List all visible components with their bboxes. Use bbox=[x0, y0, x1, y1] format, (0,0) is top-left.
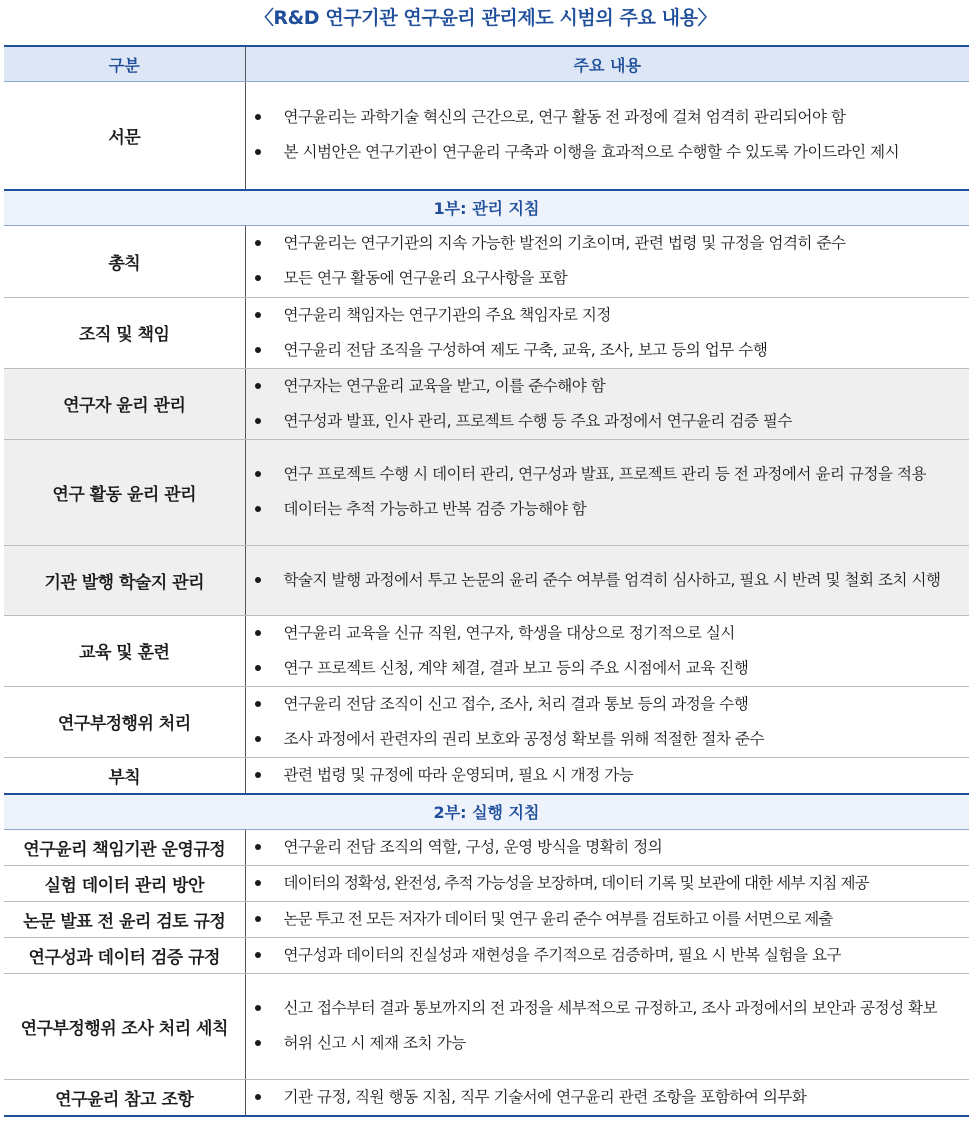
list-item: 연구윤리 전담 조직을 구성하여 제도 구축, 교육, 조사, 보고 등의 업무 수행 bbox=[246, 333, 964, 368]
row-content bbox=[245, 973, 969, 1079]
row-content bbox=[245, 829, 969, 865]
table-header bbox=[4, 46, 969, 82]
list-item: 신고 접수부터 결과 통보까지의 전 과정을 세부적으로 규정하고, 조사 과정에서의 보안과 공정성 확보 bbox=[246, 991, 964, 1026]
list-item: 기관 규정, 직원 행동 지침, 직무 기술서에 연구윤리 관련 조항을 포함하여 의무화 bbox=[246, 1080, 964, 1115]
list-item: 연구윤리는 과학기술 혁신의 근간으로, 연구 활동 전 과정에 걸쳐 엄격히 관리되어야 함 bbox=[246, 100, 964, 135]
table-row bbox=[4, 545, 969, 615]
list-item: 연구윤리 전담 조직의 역할, 구성, 운영 방식을 명확히 정의 bbox=[246, 830, 964, 865]
row-content bbox=[245, 937, 969, 973]
list-item: 학술지 발행 과정에서 투고 논문의 윤리 준수 여부를 엄격히 심사하고, 필요 시 반려 및 철회 조치 시행 bbox=[246, 563, 964, 598]
list-item: 조사 과정에서 관련자의 권리 보호와 공정성 확보를 위해 적절한 절차 준수 bbox=[246, 722, 964, 757]
list-item: 데이터의 정확성, 완전성, 추적 가능성을 보장하며, 데이터 기록 및 보관에 대한 세부 지침 제공 bbox=[246, 866, 964, 901]
section-title: 1부: 관리 지침 bbox=[4, 190, 969, 226]
table-row bbox=[4, 686, 969, 757]
list-item: 연구윤리 전담 조직이 신고 접수, 조사, 처리 결과 통보 등의 과정을 수행 bbox=[246, 687, 964, 722]
row-content bbox=[245, 901, 969, 937]
header-category: 구분 bbox=[4, 46, 245, 82]
row-content bbox=[245, 686, 969, 757]
row-label: 교육 및 훈련 bbox=[4, 615, 245, 686]
row-label: 논문 발표 전 윤리 검토 규정 bbox=[4, 901, 245, 937]
row-content bbox=[245, 82, 969, 190]
list-item: 연구성과 발표, 인사 관리, 프로젝트 수행 등 주요 과정에서 연구윤리 검증 필수 bbox=[246, 404, 964, 439]
row-content bbox=[245, 865, 969, 901]
table-row bbox=[4, 865, 969, 901]
summary-table bbox=[4, 45, 969, 1117]
list-item: 연구윤리는 연구기관의 지속 가능한 발전의 기초이며, 관련 법령 및 규정을 엄격히 준수 bbox=[246, 226, 964, 261]
table-row bbox=[4, 615, 969, 686]
list-item: 연구자는 연구윤리 교육을 받고, 이를 준수해야 함 bbox=[246, 369, 964, 404]
table-row bbox=[4, 829, 969, 865]
list-item: 연구윤리 책임자는 연구기관의 주요 책임자로 지정 bbox=[246, 298, 964, 333]
row-label: 연구 활동 윤리 관리 bbox=[4, 439, 245, 545]
list-item: 연구성과 데이터의 진실성과 재현성을 주기적으로 검증하며, 필요 시 반복 실험을 요구 bbox=[246, 938, 964, 973]
section-header bbox=[4, 794, 969, 830]
table-row bbox=[4, 757, 969, 794]
list-item: 모든 연구 활동에 연구윤리 요구사항을 포함 bbox=[246, 261, 964, 296]
row-label: 실험 데이터 관리 방안 bbox=[4, 865, 245, 901]
list-item: 관련 법령 및 규정에 따라 운영되며, 필요 시 개정 가능 bbox=[246, 758, 964, 793]
list-item: 연구윤리 교육을 신규 직원, 연구자, 학생을 대상으로 정기적으로 실시 bbox=[246, 616, 964, 651]
row-content bbox=[245, 368, 969, 439]
table-row bbox=[4, 225, 969, 297]
row-label: 총칙 bbox=[4, 225, 245, 297]
list-item: 데이터는 추적 가능하고 반복 검증 가능해야 함 bbox=[246, 492, 964, 527]
row-label: 연구자 윤리 관리 bbox=[4, 368, 245, 439]
row-label: 연구윤리 참고 조항 bbox=[4, 1079, 245, 1116]
table-row bbox=[4, 901, 969, 937]
row-label: 연구부정행위 조사 처리 세칙 bbox=[4, 973, 245, 1079]
list-item: 논문 투고 전 모든 저자가 데이터 및 연구 윤리 준수 여부를 검토하고 이를 서면으로 제출 bbox=[246, 902, 964, 937]
row-label: 연구윤리 책임기관 운영규정 bbox=[4, 829, 245, 865]
row-content bbox=[245, 757, 969, 794]
row-content bbox=[245, 1079, 969, 1116]
row-label: 서문 bbox=[4, 82, 245, 190]
section-title: 2부: 실행 지침 bbox=[4, 794, 969, 830]
row-content bbox=[245, 615, 969, 686]
list-item: 본 시범안은 연구기관이 연구윤리 구축과 이행을 효과적으로 수행할 수 있도록 가이드라인 제시 bbox=[246, 135, 964, 170]
row-content bbox=[245, 545, 969, 615]
table-row bbox=[4, 1079, 969, 1116]
list-item: 허위 신고 시 제재 조치 가능 bbox=[246, 1026, 964, 1061]
table-row bbox=[4, 297, 969, 368]
row-content bbox=[245, 439, 969, 545]
row-label: 부칙 bbox=[4, 757, 245, 794]
table-title: 〈R&D 연구기관 연구윤리 관리제도 시범의 주요 내용〉 bbox=[254, 7, 717, 29]
table-row bbox=[4, 368, 969, 439]
table-row bbox=[4, 439, 969, 545]
row-content bbox=[245, 297, 969, 368]
row-label: 연구성과 데이터 검증 규정 bbox=[4, 937, 245, 973]
table-row bbox=[4, 973, 969, 1079]
row-label: 기관 발행 학술지 관리 bbox=[4, 545, 245, 615]
list-item: 연구 프로젝트 수행 시 데이터 관리, 연구성과 발표, 프로젝트 관리 등 전 과정에서 윤리 규정을 적용 bbox=[246, 457, 964, 492]
row-label: 조직 및 책임 bbox=[4, 297, 245, 368]
row-label: 연구부정행위 처리 bbox=[4, 686, 245, 757]
section-header bbox=[4, 190, 969, 226]
row-content bbox=[245, 225, 969, 297]
table-row bbox=[4, 937, 969, 973]
list-item: 연구 프로젝트 신청, 계약 체결, 결과 보고 등의 주요 시점에서 교육 진행 bbox=[246, 651, 964, 686]
table-row bbox=[4, 82, 969, 190]
header-content: 주요 내용 bbox=[245, 46, 969, 82]
